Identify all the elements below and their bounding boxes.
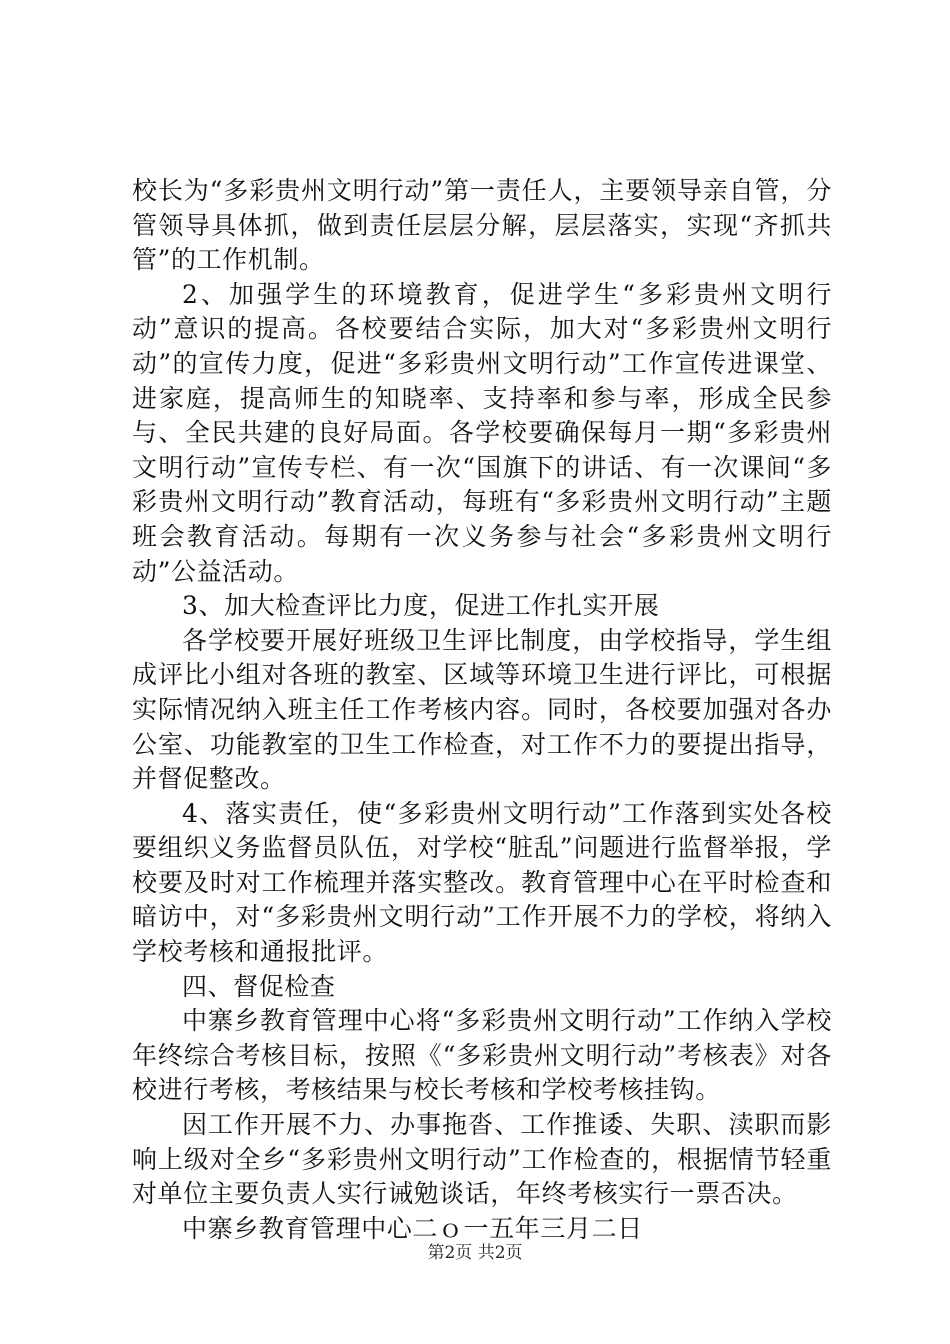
section-heading-supervision: 四、督促检查 [182,971,336,1001]
paragraph-responsibility: 校长为“多彩贵州文明行动”第一责任人，主要领导亲自管，分管领导具体抓，做到责任层层分解，层层落实，实现“齐抓共管”的工作机制。 [132,176,832,275]
paragraph-assessment: 中寨乡教育管理中心将“多彩贵州文明行动”工作纳入学校年终综合考核目标，按照《“多彩贵州文明行动”考核表》对各校进行考核，考核结果与校长考核和学校考核挂钩。 [132,1006,832,1105]
paragraph-item-2-environment-education: 2、加强学生的环境教育，促进学生“多彩贵州文明行动”意识的提高。各校要结合实际，加大对“多彩贵州文明行动”的宣传力度，促进“多彩贵州文明行动”工作宣传进课堂、进家庭，提高师生的知晓率、支持率和参与率，形成全民参与、全民共建的良好局面。各学校要确保每月一期“多彩贵州文明行动”宣传专栏、有一次“国旗下的讲话、有一次课间“多彩贵州文明行动”教育活动，每班有“多彩贵州文明行动”主题班会教育活动。每期有一次义务参与社会“多彩贵州文明行动”公益活动。 [132,279,832,586]
paragraph-item-3-heading: 3、加大检查评比力度，促进工作扎实开展 [182,591,660,621]
signature-and-date: 中寨乡教育管理中心二ｏ一五年三月二日 [182,1213,643,1243]
document-body [132,174,832,1246]
paragraph-item-3-body: 各学校要开展好班级卫生评比制度，由学校指导，学生组成评比小组对各班的教室、区域等环境卫生进行评比，可根据实际情况纳入班主任工作考核内容。同时，各校要加强对各办公室、功能教室的卫生工作检查，对工作不力的要提出指导，并督促整改。 [132,625,832,794]
paragraph-item-4-accountability: 4、落实责任，使“多彩贵州文明行动”工作落到实处各校要组织义务监督员队伍，对学校“脏乱”问题进行监督举报，学校要及时对工作梳理并落实整改。教育管理中心在平时检查和暗访中，对“多彩贵州文明行动”工作开展不力的学校，将纳入学校考核和通报批评。 [132,798,832,967]
paragraph-penalty: 因工作开展不力、办事拖沓、工作推诿、失职、渎职而影响上级对全乡“多彩贵州文明行动”工作检查的，根据情节轻重对单位主要负责人实行诫勉谈话，年终考核实行一票否决。 [132,1110,832,1209]
page-number-footer: 第2页 共2页 [427,1243,523,1263]
